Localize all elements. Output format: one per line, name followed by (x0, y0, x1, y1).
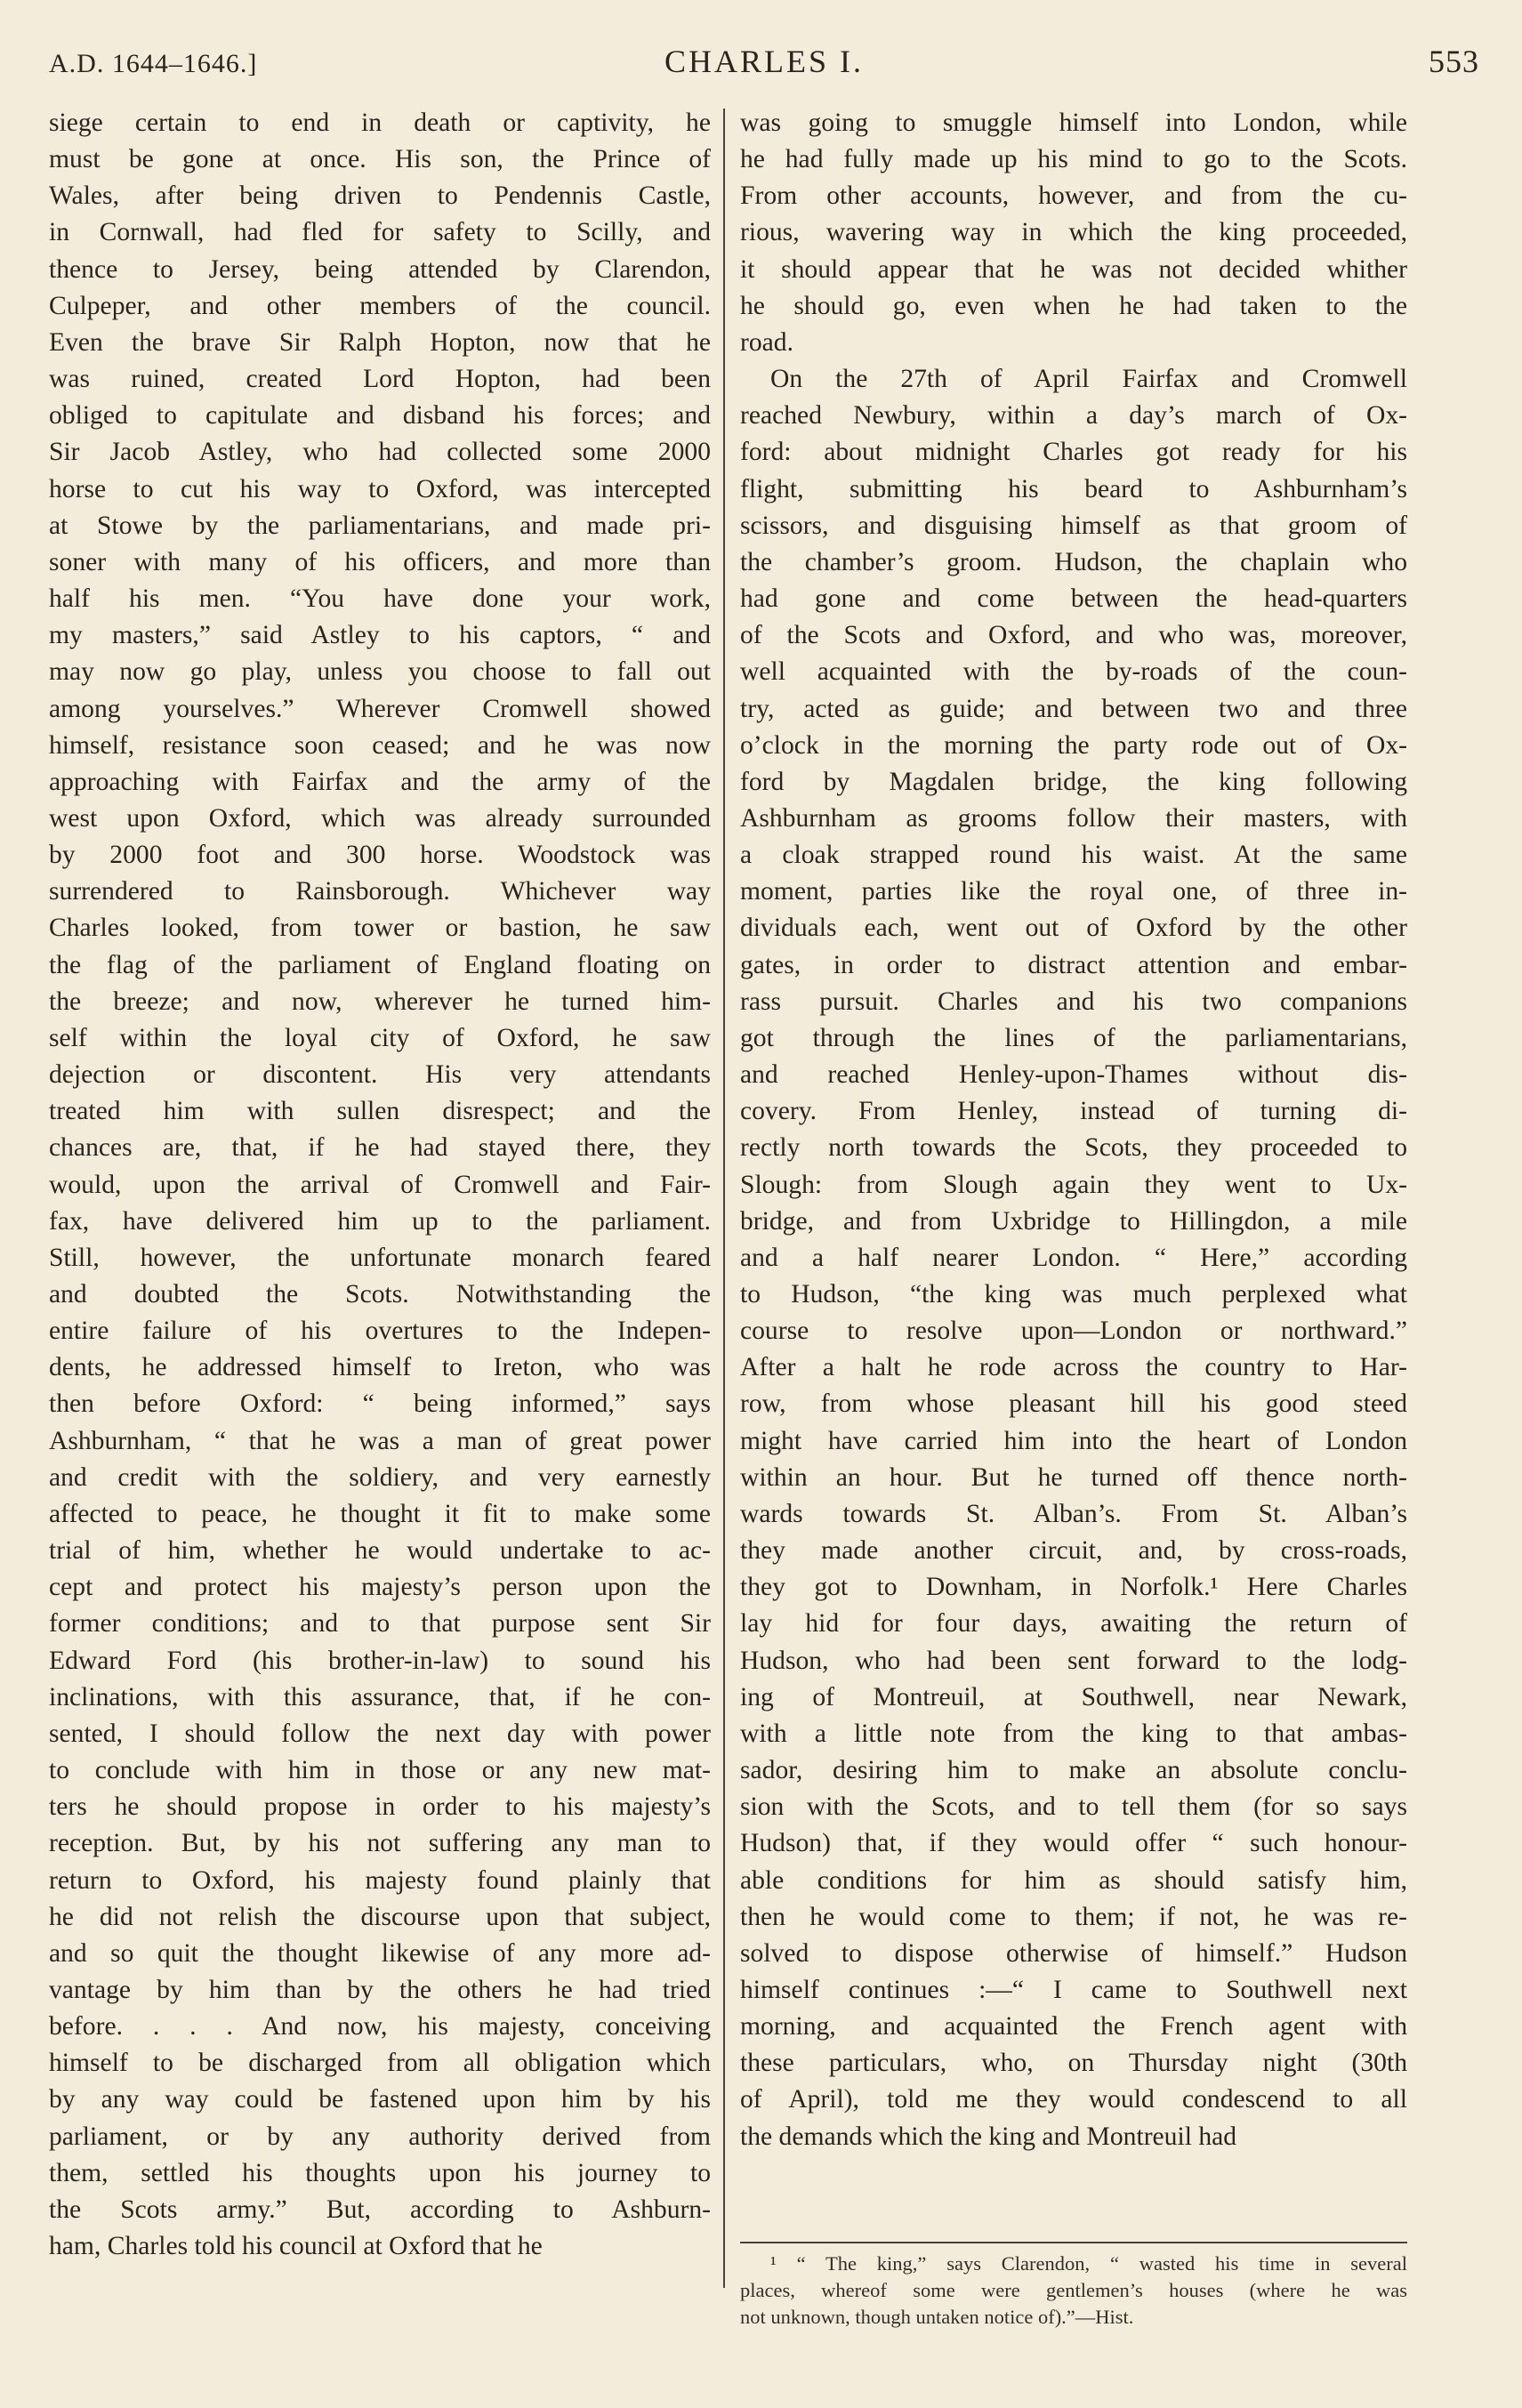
right-column-line: able conditions for him as should satisfy him, (740, 1865, 1407, 1895)
right-column-line: course to resolve upon—London or northward.” (740, 1317, 1407, 1346)
header-page-number: 553 (1429, 44, 1479, 79)
right-column-line: to Hudson, “the king was much perplexed what (740, 1280, 1407, 1309)
left-column-line: the breeze; and now, wherever he turned him- (49, 987, 711, 1016)
running-header (49, 43, 1479, 96)
left-column-line: Ashburnham, “ that he was a man of great power (49, 1426, 711, 1455)
footnote-line: places, whereof some were gentlemen’s houses (where he was (740, 2279, 1407, 2301)
left-column-line: himself to be discharged from all obligation which (49, 2049, 711, 2078)
left-column-line: among yourselves.” Wherever Cromwell showed (49, 694, 711, 723)
left-column-line: Culpeper, and other members of the council. (49, 291, 711, 320)
right-column-line: of the Scots and Oxford, and who was, moreover, (740, 621, 1407, 650)
left-column-line: entire failure of his overtures to the Indepen- (49, 1317, 711, 1346)
left-column-line: fax, have delivered him up to the parliament. (49, 1206, 711, 1236)
right-column-line: flight, submitting his beard to Ashburnham’s (740, 474, 1407, 503)
right-column-line: and reached Henley-upon-Thames without dis- (740, 1060, 1407, 1090)
left-column-line: west upon Oxford, which was already surrounded (49, 803, 711, 833)
left-column-line: the Scots army.” But, according to Ashburn- (49, 2195, 711, 2224)
left-column-line: Wales, after being driven to Pendennis Castle, (49, 181, 711, 211)
left-column-line: them, settled his thoughts upon his journey to (49, 2158, 711, 2187)
right-column-line: the chamber’s groom. Hudson, the chaplain who (740, 547, 1407, 576)
left-column-line: former conditions; and to that purpose sent Sir (49, 1609, 711, 1639)
left-column-line: by any way could be fastened upon him by his (49, 2085, 711, 2114)
left-column-line: Charles looked, from tower or bastion, he saw (49, 914, 711, 943)
right-column-line: got through the lines of the parliamentarians, (740, 1023, 1407, 1052)
right-column-line: row, from whose pleasant hill his good steed (740, 1389, 1407, 1419)
left-column-line: horse to cut his way to Oxford, was intercepted (49, 474, 711, 503)
left-column-line: sented, I should follow the next day with power (49, 1719, 711, 1748)
left-column-line: to conclude with him in those or any new mat- (49, 1756, 711, 1785)
left-column-line: treated him with sullen disrespect; and the (49, 1097, 711, 1126)
footnote-line: not unknown, though untaken notice of).”—Hist. (740, 2306, 1134, 2328)
left-column-line: dejection or discontent. His very attendants (49, 1060, 711, 1090)
right-text-column (740, 105, 1407, 2155)
left-column-line: then before Oxford: “ being informed,” says (49, 1389, 711, 1419)
right-column-line: After a halt he rode across the country to Har- (740, 1353, 1407, 1382)
right-column-line: solved to dispose otherwise of himself.” Hudson (740, 1938, 1407, 1968)
left-column-line: inclinations, with this assurance, that, if he con- (49, 1682, 711, 1711)
right-column-line: a cloak strapped round his waist. At the same (740, 841, 1407, 870)
right-column-line: o’clock in the morning the party rode out of Ox- (740, 730, 1407, 760)
right-column-line: rass pursuit. Charles and his two companions (740, 987, 1407, 1016)
left-column-line: obliged to capitulate and disband his forces; and (49, 401, 711, 431)
right-column-line: wards towards St. Alban’s. From St. Alban’s (740, 1499, 1407, 1528)
left-column-line: cept and protect his majesty’s person upon the (49, 1573, 711, 1602)
right-column-line: road. (740, 327, 793, 357)
right-column-line: gates, in order to distract attention and embar- (740, 950, 1407, 979)
left-column-line: and credit with the soldiery, and very earnestly (49, 1462, 711, 1492)
left-column-line: was ruined, created Lord Hopton, had been (49, 365, 711, 394)
left-column-line: vantage by him than by the others he had tried (49, 1975, 711, 2004)
left-column-line: surrendered to Rainsborough. Whichever way (49, 877, 711, 906)
left-column-line: may now go play, unless you choose to fall out (49, 657, 711, 687)
header-date-range: A.D. 1644–1646.] (49, 49, 258, 78)
right-column-line: he had fully made up his mind to go to the Scots. (740, 145, 1407, 174)
right-column-line: moment, parties like the royal one, of three in- (740, 877, 1407, 906)
left-column-line: trial of him, whether he would undertake to ac- (49, 1536, 711, 1566)
right-column-line: had gone and come between the head-quarters (740, 584, 1407, 614)
right-column-line: sion with the Scots, and to tell them (for so says (740, 1792, 1407, 1822)
left-column-line: must be gone at once. His son, the Prince of (49, 145, 711, 174)
right-column-line: they made another circuit, and, by cross-roads, (740, 1536, 1407, 1566)
right-column-line: covery. From Henley, instead of turning di- (740, 1097, 1407, 1126)
left-column-line: thence to Jersey, being attended by Clarendon, (49, 254, 711, 284)
left-column-line: return to Oxford, his majesty found plainly that (49, 1865, 711, 1895)
left-text-column (49, 105, 711, 2265)
right-column-line: was going to smuggle himself into London, while (740, 109, 1407, 137)
right-column-line: scissors, and disguising himself as that groom of (740, 511, 1407, 540)
header-chapter-title: CHARLES I. (664, 44, 864, 79)
right-column-line: might have carried him into the heart of London (740, 1426, 1407, 1455)
left-column-line: affected to peace, he thought it fit to make some (49, 1499, 711, 1528)
left-column-line: self within the loyal city of Oxford, he saw (49, 1023, 711, 1052)
right-column-line: then he would come to them; if not, he was re- (740, 1902, 1407, 1931)
left-column-line: the flag of the parliament of England floating on (49, 950, 711, 979)
right-column-line: of April), told me they would condescend to all (740, 2085, 1407, 2114)
left-column-line: chances are, that, if he had stayed there, they (49, 1133, 711, 1163)
left-column-line: Edward Ford (his brother-in-law) to sound his (49, 1646, 711, 1675)
right-column-line: rious, wavering way in which the king proceeded, (740, 218, 1407, 247)
right-column-line: the demands which the king and Montreuil had (740, 2122, 1237, 2151)
left-column-line: he did not relish the discourse upon that subject, (49, 1902, 711, 1931)
right-column-line: bridge, and from Uxbridge to Hillingdon, a mile (740, 1206, 1407, 1236)
left-column-line: Sir Jacob Astley, who had collected some 2000 (49, 438, 711, 467)
right-column-line: Hudson) that, if they would offer “ such honour- (740, 1829, 1407, 1858)
left-column-line: and doubted the Scots. Notwithstanding the (49, 1280, 711, 1309)
left-column-line: Still, however, the unfortunate monarch feared (49, 1243, 711, 1272)
right-column-line: morning, and acquainted the French agent with (740, 2012, 1407, 2042)
right-column-line: From other accounts, however, and from the cu- (740, 181, 1407, 211)
right-column-line: Hudson, who had been sent forward to the lodg- (740, 1646, 1407, 1675)
right-column-line: they got to Downham, in Norfolk.¹ Here Charles (740, 1573, 1407, 1602)
left-column-line: and so quit the thought likewise of any more ad- (49, 1938, 711, 1968)
left-column-line: siege certain to end in death or captivity, he (49, 109, 711, 137)
left-column-line: Even the brave Sir Ralph Hopton, now that he (49, 327, 711, 357)
left-column-line: my masters,” said Astley to his captors, “ and (49, 621, 711, 650)
right-column-line: reached Newbury, within a day’s march of Ox- (740, 401, 1407, 431)
left-column-line: parliament, or by any authority derived from (49, 2122, 711, 2151)
right-column-line: ford by Magdalen bridge, the king following (740, 767, 1407, 796)
left-column-line: in Cornwall, had fled for safety to Scilly, and (49, 218, 711, 247)
right-column-line: ing of Montreuil, at Southwell, near Newark, (740, 1682, 1407, 1711)
left-column-line: by 2000 foot and 300 horse. Woodstock was (49, 841, 711, 870)
right-column-line: well acquainted with the by-roads of the coun- (740, 657, 1407, 687)
column-divider (723, 109, 725, 2288)
left-column-line: ters he should propose in order to his majesty’s (49, 1792, 711, 1822)
left-column-line: approaching with Fairfax and the army of the (49, 767, 711, 796)
right-column-line: rectly north towards the Scots, they proceeded to (740, 1133, 1407, 1163)
right-column-line: Ashburnham as grooms follow their masters, with (740, 803, 1407, 833)
right-column-line: try, acted as guide; and between two and three (740, 694, 1407, 723)
right-column-line: ford: about midnight Charles got ready for his (740, 438, 1407, 467)
footnote-rule (740, 2242, 1407, 2243)
right-column-line: lay hid for four days, awaiting the return of (740, 1609, 1407, 1639)
left-column-line: ham, Charles told his council at Oxford that he (49, 2232, 543, 2261)
left-column-line: dents, he addressed himself to Ireton, who was (49, 1353, 711, 1382)
right-column-line: On the 27th of April Fairfax and Cromwell (770, 365, 1407, 394)
right-column-line: sador, desiring him to make an absolute conclu- (740, 1756, 1407, 1785)
right-column-line: himself continues :—“ I came to Southwell next (740, 1975, 1407, 2004)
right-column-line: it should appear that he was not decided whither (740, 254, 1407, 284)
footnote-line: ¹ “ The king,” says Clarendon, “ wasted his time in several (770, 2252, 1407, 2275)
right-column-line: within an hour. But he turned off thence north- (740, 1462, 1407, 1492)
right-column-line: Slough: from Slough again they went to Ux- (740, 1170, 1407, 1199)
left-column-line: before. . . . And now, his majesty, conceiving (49, 2012, 711, 2042)
left-column-line: reception. But, by his not suffering any man to (49, 1829, 711, 1858)
footnote (740, 2251, 1407, 2331)
left-column-line: himself, resistance soon ceased; and he was now (49, 730, 711, 760)
left-column-line: half his men. “You have done your work, (49, 584, 711, 614)
left-column-line: would, upon the arrival of Cromwell and Fair- (49, 1170, 711, 1199)
left-column-line: soner with many of his officers, and more than (49, 547, 711, 576)
left-column-line: at Stowe by the parliamentarians, and made pri- (49, 511, 711, 540)
right-column-line: and a half nearer London. “ Here,” according (740, 1243, 1407, 1272)
right-column-line: with a little note from the king to that ambas- (740, 1719, 1407, 1748)
right-column-line: dividuals each, went out of Oxford by the other (740, 914, 1407, 943)
right-column-line: he should go, even when he had taken to the (740, 291, 1407, 320)
right-column-line: these particulars, who, on Thursday night (30th (740, 2049, 1407, 2078)
